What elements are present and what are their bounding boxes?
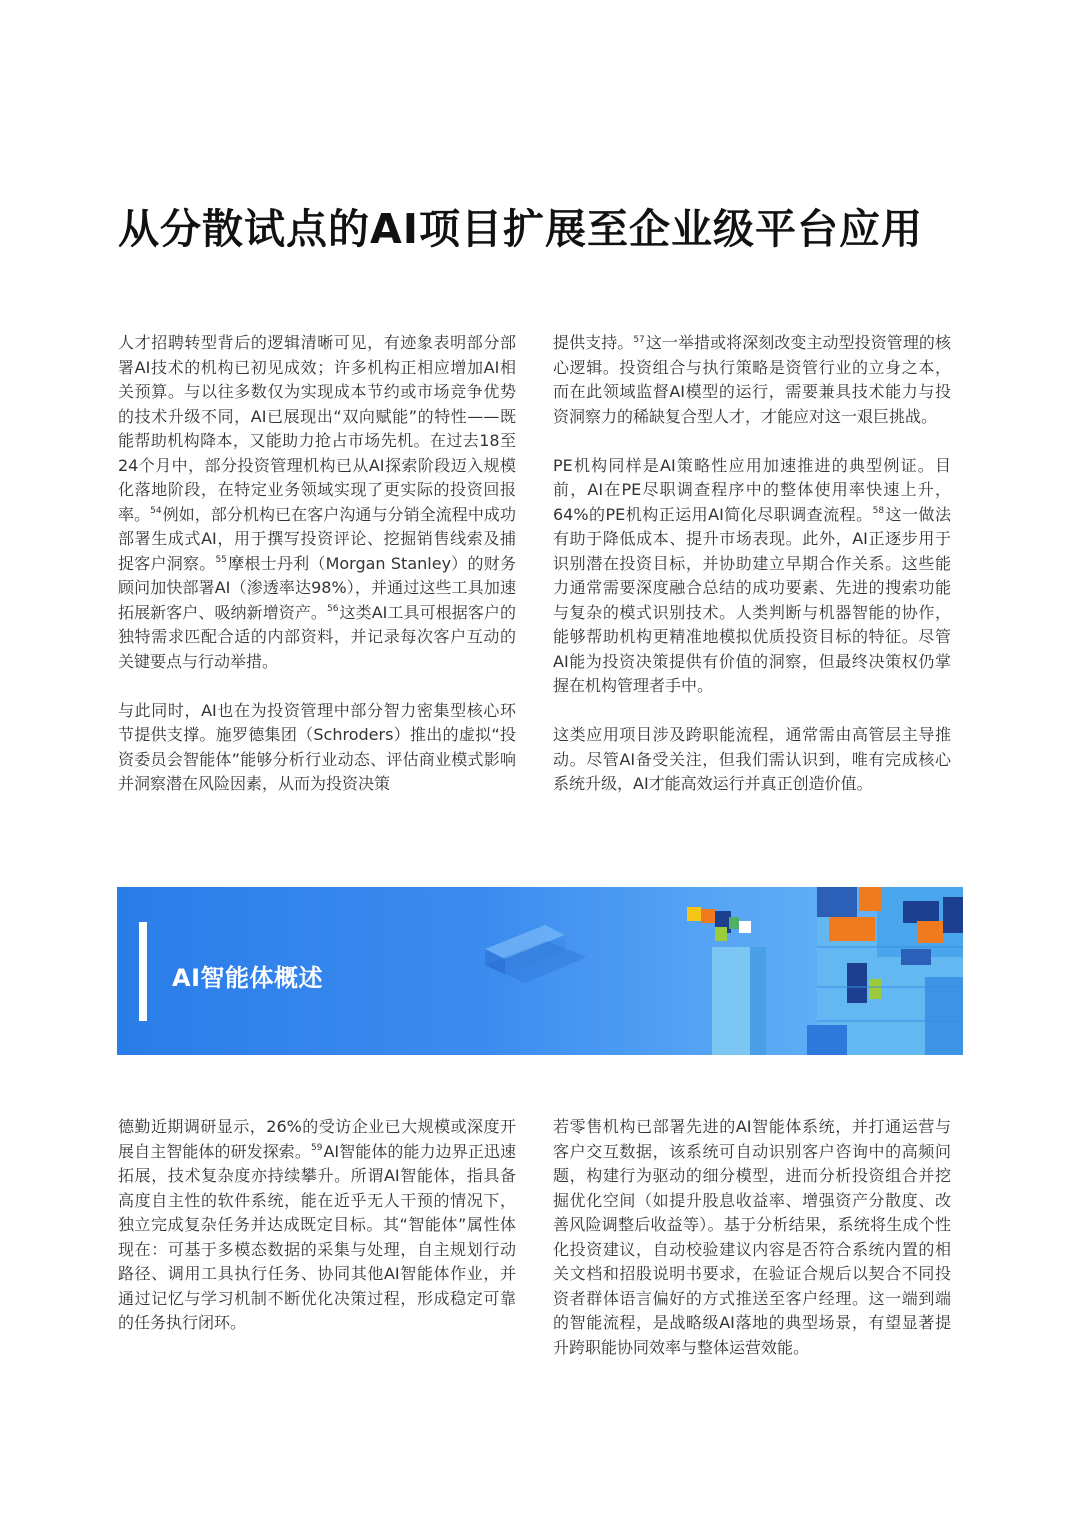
- block-white: [739, 921, 751, 933]
- big-orange-3: [917, 921, 943, 943]
- footnote-ref[interactable]: 54: [150, 506, 162, 517]
- block-yellow: [687, 907, 701, 921]
- big-column: [925, 977, 963, 1055]
- page-title: 从分散试点的AI项目扩展至企业级平台应用: [118, 205, 923, 253]
- paragraph: 德勤近期调研显示，26%的受访企业已大规模或深度开展自主智能体的研发探索。$^{59}$AI智能体的能力边界正迅速拓展，技术复杂度亦持续攀升。所谓AI智能体，指具备高度自主性的软件系统，能在近乎无人干预的情况下，独立完成复杂任务并达成既定目标。其“智能体”属性体现在：可基于多模态数据的采集与处理，自主规划行动路径、调用工具执行任务、协同其他AI智能体作业，并通过记忆与学习机制不断优化决策过程，形成稳定可靠的任务执行闭环。: [118, 1117, 516, 1332]
- section1-right-column: [553, 331, 951, 797]
- big-window-1: [847, 963, 867, 1003]
- tower-small-side: [750, 947, 766, 1055]
- paragraph: 这类应用项目涉及跨职能流程，通常需由高管层主导推动。尽管AI备受关注，但我们需认识到，唯有完成核心系统升级，AI才能高效运行并真正创造价值。: [553, 725, 951, 793]
- footnote-ref[interactable]: 56: [327, 604, 339, 615]
- big-window-green: [869, 979, 881, 999]
- block-orange: [701, 909, 715, 923]
- tower-small: [712, 947, 750, 1055]
- paragraph: 与此同时，AI也在为投资管理中部分智力密集型核心环节提供支撑。施罗德集团（Schroders）推出的虚拟“投资委员会智能体”能够分析行业动态、评估商业模式影响并洞察潜在风险因素，从而为投资决策: [118, 700, 516, 793]
- block-green: [715, 927, 727, 941]
- banner-title: AI智能体概述: [172, 964, 324, 992]
- paragraph: PE机构同样是AI策略性应用加速推进的典型例证。目前，AI在PE尽职调查程序中的整体使用率快速上升，64%的PE机构正运用AI简化尽职调查流程。$^{58}$这一做法有助于降低成本、提升市场表现。此外，AI正逐步用于识别潜在投资目标，并协助建立早期合作关系。这些能力通常需要深度融合总结的成功要素、先进的搜索功能与复杂的模式识别技术。人类判断与机器智能的协作，能够帮助机构更精准地模拟优质投资目标的特征。尽管AI能为投资决策提供有价值的洞察，但最终决策权仍掌握在机构管理者手中。: [553, 455, 951, 695]
- big-navy-2: [903, 901, 939, 923]
- paragraph: 人才招聘转型背后的逻辑清晰可见，有迹象表明部分部署AI技术的机构已初见成效；许多机构正相应增加AI相关预算。与以往多数仅为实现成本节约或市场竞争优势的技术升级不同，AI已展现出“双向赋能”的特性——既能帮助机构降本，又能助力抢占市场先机。在过去18至24个月中，部分投资管理机构已从AI探索阶段迈入规模化落地阶段，在特定业务领域实现了更实际的投资回报率。$^{54}$例如，部分机构已在客户沟通与分销全流程中成功部署生成式AI，用于撰写投资评论、挖掘销售线索及捕捉客户洞察。$^{55}$摩根士丹利（Morgan Stanley）的财务顾问加快部署AI（渗透率达98%），并通过这些工具加速拓展新客户、吸纳新增资产。$^{56}$这类AI工具可根据客户的独特需求匹配合适的内部资料，并记录每次客户互动的关键要点与行动举措。: [118, 333, 516, 671]
- big-navy-1: [817, 887, 857, 917]
- big-orange-1: [829, 917, 875, 941]
- footnote-ref[interactable]: 59: [310, 1143, 323, 1154]
- banner-accent-bar: [139, 922, 147, 1021]
- big-orange-2: [859, 887, 881, 911]
- section2-left-column: [118, 1115, 516, 1336]
- block-green-dark: [729, 917, 739, 929]
- footnote-ref[interactable]: 55: [215, 555, 227, 566]
- big-base: [807, 1025, 847, 1055]
- section1-left-column: [118, 331, 516, 797]
- section2-right-column: [553, 1115, 951, 1360]
- footnote-ref[interactable]: 57: [633, 334, 645, 345]
- footnote-ref[interactable]: 58: [872, 506, 885, 517]
- section-banner: [117, 887, 963, 1055]
- paragraph: 若零售机构已部署先进的AI智能体系统，并打通运营与客户交互数据，该系统可自动识别客户咨询中的高频问题，构建行为驱动的细分模型，进而分析投资组合并挖掘优化空间（如提升股息收益率、增强资产分散度、改善风险调整后收益等）。基于分析结果，系统将生成个性化投资建议，自动校验建议内容是否符合系统内置的相关文档和招股说明书要求，在验证合规后以契合不同投资者群体语言偏好的方式推送至客户经理。这一端到端的智能流程，是战略级AI落地的典型场景，有望显著提升跨职能协同效率与整体运营效能。: [553, 1117, 951, 1357]
- big-ledge: [901, 949, 931, 965]
- big-navy-3: [943, 897, 963, 933]
- paragraph: 提供支持。$^{57}$这一举措或将深刻改变主动型投资管理的核心逻辑。投资组合与执行策略是资管行业的立身之本，而在此领域监督AI模型的运行，需要兼具技术能力与投资洞察力的稀缺复合型人才，才能应对这一艰巨挑战。: [553, 333, 951, 426]
